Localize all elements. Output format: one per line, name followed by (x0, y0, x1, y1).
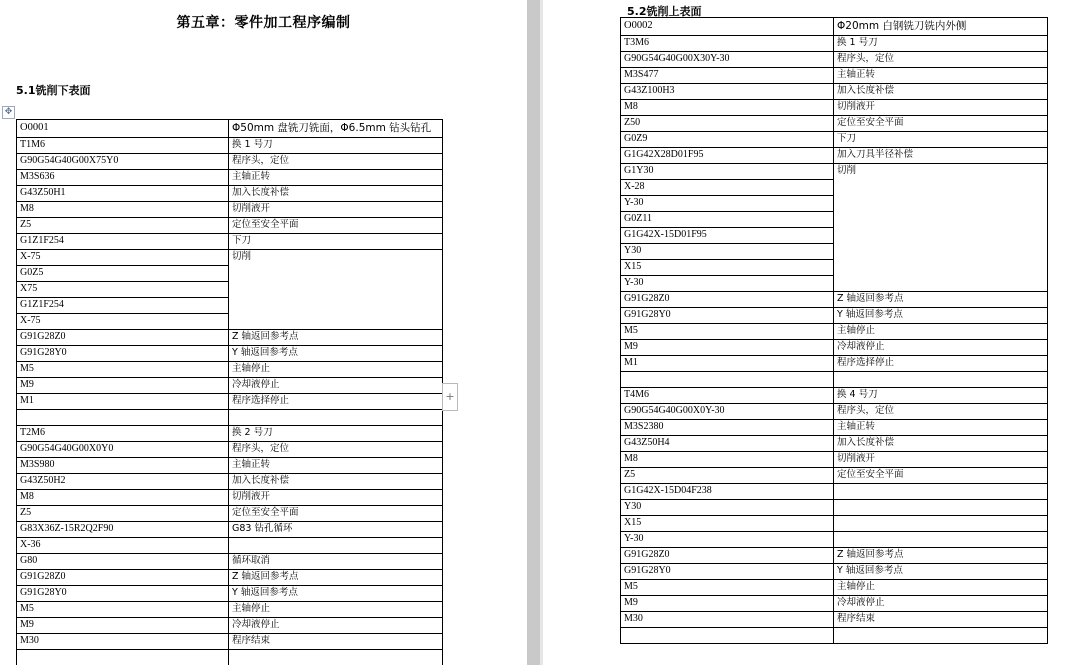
code-cell[interactable]: T1M6 (17, 138, 229, 154)
table-row (621, 52, 1048, 68)
table-row (17, 522, 443, 538)
comment-cell[interactable]: Y 轴返回参考点 (229, 346, 443, 362)
comment-cell[interactable]: 切削液开 (229, 202, 443, 218)
comment-cell[interactable] (834, 500, 1048, 516)
table-row (17, 186, 443, 202)
table-row (17, 218, 443, 234)
code-cell[interactable]: M3S477 (621, 68, 834, 84)
code-cell[interactable]: M1 (17, 394, 229, 410)
code-cell[interactable]: M8 (17, 202, 229, 218)
comment-cell[interactable]: 主轴正转 (834, 68, 1048, 84)
comment-cell[interactable]: 加入长度补偿 (834, 84, 1048, 100)
table-row (621, 308, 1048, 324)
comment-cell[interactable] (834, 372, 1048, 388)
table-row (17, 426, 443, 442)
code-cell[interactable]: Z5 (17, 218, 229, 234)
table-row (17, 154, 443, 170)
code-cell[interactable]: M1 (621, 356, 834, 372)
table-row (621, 612, 1048, 628)
table-row (621, 18, 1048, 36)
code-cell[interactable]: T4M6 (621, 388, 834, 404)
comment-cell[interactable]: 主轴停止 (229, 602, 443, 618)
comment-cell[interactable]: 主轴停止 (229, 362, 443, 378)
table-row (621, 532, 1048, 548)
code-cell[interactable]: M3S980 (17, 458, 229, 474)
table-row (621, 148, 1048, 164)
comment-cell[interactable]: 换 2 号刀 (229, 426, 443, 442)
table-row (17, 394, 443, 410)
code-cell[interactable]: G43Z100H3 (621, 84, 834, 100)
code-cell[interactable]: G1Y30 (621, 164, 834, 180)
table-row (621, 100, 1048, 116)
code-cell[interactable]: X-75 (17, 314, 229, 330)
comment-cell[interactable]: Y 轴返回参考点 (834, 308, 1048, 324)
table-row (621, 404, 1048, 420)
comment-cell[interactable] (229, 650, 443, 665)
code-cell[interactable]: G1G42X-15D04F238 (621, 484, 834, 500)
code-cell[interactable]: G90G54G40G00X0Y0 (17, 442, 229, 458)
code-cell[interactable]: Y30 (621, 244, 834, 260)
table-row (621, 484, 1048, 500)
code-cell[interactable]: X-28 (621, 180, 834, 196)
code-cell[interactable]: X75 (17, 282, 229, 298)
comment-cell[interactable]: 下刀 (229, 234, 443, 250)
comment-cell[interactable]: Z 轴返回参考点 (834, 292, 1048, 308)
comment-cell[interactable]: 冷却液停止 (834, 596, 1048, 612)
code-cell[interactable]: M9 (621, 340, 834, 356)
table-row (17, 138, 443, 154)
code-cell[interactable]: X-75 (17, 250, 229, 266)
table-row (17, 234, 443, 250)
comment-cell[interactable]: 主轴停止 (834, 324, 1048, 340)
code-cell[interactable]: M30 (17, 634, 229, 650)
comment-cell[interactable]: 定位至安全平面 (834, 116, 1048, 132)
code-cell[interactable]: G43Z50H1 (17, 186, 229, 202)
add-column-icon[interactable]: + (442, 383, 458, 411)
code-cell[interactable]: M30 (621, 612, 834, 628)
comment-cell[interactable]: 程序结束 (834, 612, 1048, 628)
table-row (621, 468, 1048, 484)
table-row (621, 356, 1048, 372)
code-cell[interactable]: X15 (621, 260, 834, 276)
code-cell[interactable]: G83X36Z-15R2Q2F90 (17, 522, 229, 538)
comment-cell[interactable]: Z 轴返回参考点 (229, 570, 443, 586)
code-cell[interactable]: O0002 (621, 18, 834, 36)
section-heading-5-1: 5.1铣削下表面 (16, 84, 91, 97)
table-row (621, 36, 1048, 52)
comment-cell[interactable]: 换 1 号刀 (834, 36, 1048, 52)
table-row (621, 132, 1048, 148)
table-row (17, 490, 443, 506)
table-row (17, 362, 443, 378)
comment-cell[interactable]: 换 4 号刀 (834, 388, 1048, 404)
table-row (621, 116, 1048, 132)
table-row (621, 452, 1048, 468)
comment-cell[interactable]: 主轴停止 (834, 580, 1048, 596)
comment-cell[interactable]: 冷却液停止 (229, 618, 443, 634)
table-row (17, 650, 443, 665)
table-row (17, 474, 443, 490)
table-row (621, 292, 1048, 308)
comment-cell[interactable]: 定位至安全平面 (229, 218, 443, 234)
table-row (621, 500, 1048, 516)
code-cell[interactable]: M3S636 (17, 170, 229, 186)
table-row (17, 170, 443, 186)
code-cell[interactable]: G91G28Z0 (621, 548, 834, 564)
table-row (621, 372, 1048, 388)
code-cell[interactable] (17, 650, 229, 665)
comment-cell[interactable]: 冷却液停止 (229, 378, 443, 394)
code-cell[interactable]: G43Z50H4 (621, 436, 834, 452)
code-cell[interactable] (621, 372, 834, 388)
code-cell[interactable]: G90G54G40G00X0Y-30 (621, 404, 834, 420)
code-cell[interactable]: G1G42X-15D01F95 (621, 228, 834, 244)
table-row (17, 330, 443, 346)
table-row (621, 548, 1048, 564)
table-row (17, 602, 443, 618)
document-page-left (0, 0, 527, 665)
code-cell[interactable]: G91G28Z0 (17, 330, 229, 346)
code-cell[interactable]: G1Z1F254 (17, 298, 229, 314)
comment-cell[interactable]: 加入刀具半径补偿 (834, 148, 1048, 164)
code-cell[interactable]: Y-30 (621, 196, 834, 212)
comment-cell[interactable]: 换 1 号刀 (229, 138, 443, 154)
code-cell[interactable]: G80 (17, 554, 229, 570)
comment-cell[interactable]: Φ50mm 盘铣刀铣面，Φ6.5mm 钻头钻孔 (229, 120, 443, 138)
comment-cell[interactable]: 加入长度补偿 (229, 474, 443, 490)
code-cell[interactable]: G43Z50H2 (17, 474, 229, 490)
section-heading-5-2: 5.2铣削上表面 (627, 5, 702, 18)
code-cell[interactable]: M8 (621, 452, 834, 468)
code-cell[interactable]: X-36 (17, 538, 229, 554)
comment-cell[interactable]: 程序头，定位 (834, 404, 1048, 420)
comment-cell[interactable] (834, 516, 1048, 532)
table-row (17, 410, 443, 426)
table-row (621, 164, 1048, 180)
comment-cell[interactable]: Z 轴返回参考点 (834, 548, 1048, 564)
comment-cell[interactable]: 主轴正转 (229, 170, 443, 186)
code-cell[interactable]: M9 (621, 596, 834, 612)
code-cell[interactable]: G90G54G40G00X75Y0 (17, 154, 229, 170)
comment-cell[interactable]: 程序头，定位 (834, 52, 1048, 68)
table-row (17, 554, 443, 570)
code-cell[interactable]: Z50 (621, 116, 834, 132)
table-row (621, 420, 1048, 436)
code-cell[interactable]: G91G28Y0 (17, 346, 229, 362)
comment-cell[interactable] (229, 538, 443, 554)
table-row (621, 388, 1048, 404)
code-cell[interactable]: T3M6 (621, 36, 834, 52)
code-cell[interactable]: M5 (621, 580, 834, 596)
comment-cell[interactable] (229, 410, 443, 426)
table-row (621, 596, 1048, 612)
comment-cell[interactable]: 切削液开 (834, 100, 1048, 116)
comment-cell[interactable]: 主轴正转 (229, 458, 443, 474)
code-cell[interactable]: O0001 (17, 120, 229, 138)
code-cell[interactable]: M5 (17, 602, 229, 618)
table-row (621, 516, 1048, 532)
table-row (17, 202, 443, 218)
table-row (621, 628, 1048, 644)
comment-cell[interactable]: 冷却液停止 (834, 340, 1048, 356)
code-cell[interactable]: M5 (17, 362, 229, 378)
table-row (621, 340, 1048, 356)
table-row (17, 442, 443, 458)
table-row (17, 586, 443, 602)
comment-cell[interactable]: 程序选择停止 (229, 394, 443, 410)
table-row (17, 250, 443, 266)
code-cell[interactable]: M3S2380 (621, 420, 834, 436)
comment-cell[interactable]: 程序头，定位 (229, 154, 443, 170)
table-row (621, 436, 1048, 452)
table-row (17, 378, 443, 394)
code-cell[interactable]: G91G28Y0 (17, 586, 229, 602)
code-cell[interactable]: G1G42X28D01F95 (621, 148, 834, 164)
comment-cell[interactable]: 主轴正转 (834, 420, 1048, 436)
code-cell[interactable]: G91G28Y0 (621, 564, 834, 580)
table-row (17, 570, 443, 586)
code-cell[interactable]: Y30 (621, 500, 834, 516)
table-row (621, 564, 1048, 580)
table-row (621, 324, 1048, 340)
code-cell[interactable]: G1Z1F254 (17, 234, 229, 250)
program-table-o0001 (16, 119, 443, 665)
comment-cell[interactable]: Y 轴返回参考点 (834, 564, 1048, 580)
table-row (17, 458, 443, 474)
code-cell[interactable]: M9 (17, 378, 229, 394)
program-table-o0002 (620, 17, 1048, 644)
comment-cell[interactable] (834, 628, 1048, 644)
comment-cell[interactable]: Z 轴返回参考点 (229, 330, 443, 346)
comment-cell[interactable]: 切削 (834, 164, 1048, 292)
comment-cell[interactable]: 循环取消 (229, 554, 443, 570)
code-cell[interactable]: M8 (17, 490, 229, 506)
comment-cell[interactable]: 下刀 (834, 132, 1048, 148)
table-row (17, 634, 443, 650)
code-cell[interactable]: G0Z9 (621, 132, 834, 148)
code-cell[interactable]: G91G28Z0 (17, 570, 229, 586)
comment-cell[interactable]: 切削液开 (229, 490, 443, 506)
comment-cell[interactable]: 程序选择停止 (834, 356, 1048, 372)
table-row (17, 120, 443, 138)
table-row (17, 346, 443, 362)
code-cell[interactable] (621, 628, 834, 644)
code-cell[interactable]: Y-30 (621, 532, 834, 548)
comment-cell[interactable]: 定位至安全平面 (834, 468, 1048, 484)
table-move-handle-icon[interactable]: ✥ (2, 106, 15, 119)
code-cell[interactable]: G0Z5 (17, 266, 229, 282)
code-cell[interactable]: G0Z11 (621, 212, 834, 228)
table-row (621, 580, 1048, 596)
code-cell[interactable]: M8 (621, 100, 834, 116)
comment-cell[interactable]: Φ20mm 白钢铣刀铣内外侧 (834, 18, 1048, 36)
code-cell[interactable]: G91G28Y0 (621, 308, 834, 324)
code-cell[interactable]: M9 (17, 618, 229, 634)
comment-cell[interactable]: 程序结束 (229, 634, 443, 650)
table-row (17, 538, 443, 554)
comment-cell[interactable] (834, 484, 1048, 500)
comment-cell[interactable]: 切削 (229, 250, 443, 330)
code-cell[interactable] (17, 410, 229, 426)
code-cell[interactable]: G91G28Z0 (621, 292, 834, 308)
code-cell[interactable]: Z5 (621, 468, 834, 484)
table-row (621, 68, 1048, 84)
code-cell[interactable]: Y-30 (621, 276, 834, 292)
comment-cell[interactable]: 程序头，定位 (229, 442, 443, 458)
comment-cell[interactable]: G83 钻孔循环 (229, 522, 443, 538)
code-cell[interactable]: T2M6 (17, 426, 229, 442)
code-cell[interactable]: M5 (621, 324, 834, 340)
code-cell[interactable]: G90G54G40G00X30Y-30 (621, 52, 834, 68)
table-row (17, 506, 443, 522)
table-row (17, 618, 443, 634)
comment-cell[interactable]: 切削液开 (834, 452, 1048, 468)
table-row (621, 84, 1048, 100)
comment-cell[interactable]: 定位至安全平面 (229, 506, 443, 522)
chapter-title: 第五章：零件加工程序编制 (176, 15, 351, 31)
code-cell[interactable]: X15 (621, 516, 834, 532)
comment-cell[interactable]: 加入长度补偿 (834, 436, 1048, 452)
comment-cell[interactable] (834, 532, 1048, 548)
code-cell[interactable]: Z5 (17, 506, 229, 522)
comment-cell[interactable]: 加入长度补偿 (229, 186, 443, 202)
comment-cell[interactable]: Y 轴返回参考点 (229, 586, 443, 602)
